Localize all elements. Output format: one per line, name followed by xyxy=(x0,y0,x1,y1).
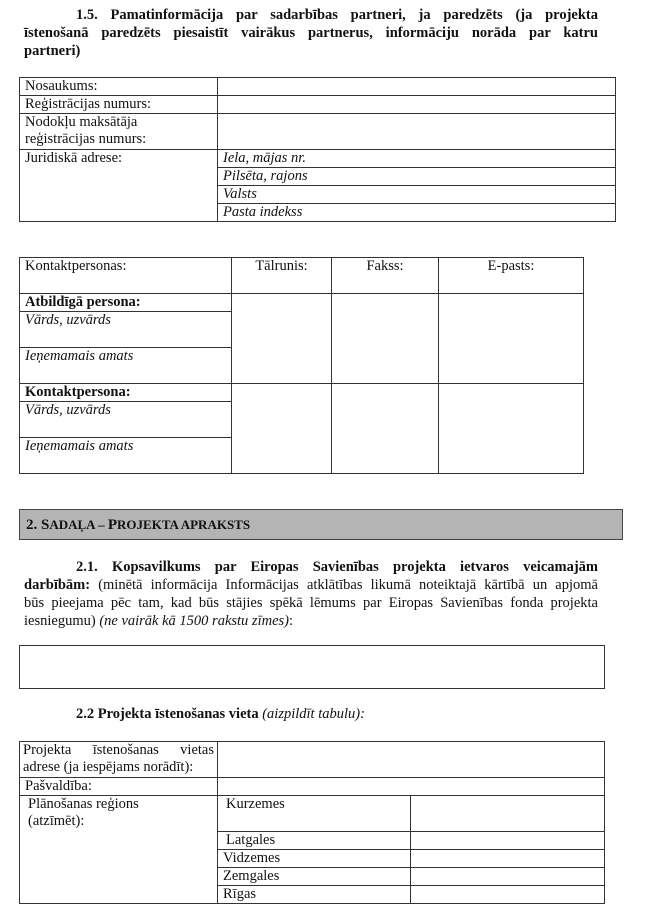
region-latgales: Latgales xyxy=(218,832,411,850)
phone-header: Tālrunis: xyxy=(232,258,332,294)
position-field[interactable]: Ieņemamais amats xyxy=(20,348,232,384)
email-field[interactable] xyxy=(439,294,584,384)
title-part: P xyxy=(107,517,118,533)
tax-label-line: reģistrācijas numurs: xyxy=(25,131,147,147)
legal-address-label: Juridiskā adrese: xyxy=(20,150,218,222)
region-zemgales: Zemgales xyxy=(218,868,411,886)
label-line: adrese (ja iespējams norādīt): xyxy=(23,759,194,775)
municipality-field[interactable] xyxy=(218,778,605,796)
contacts-header: Kontaktpersonas: xyxy=(20,258,232,294)
title-part: ADAĻA – xyxy=(49,517,108,532)
fax-field[interactable] xyxy=(332,294,439,384)
text-bold: darbībām: xyxy=(24,577,91,593)
title-part: S xyxy=(41,517,50,533)
region-kurzemes: Kurzemes xyxy=(218,796,411,832)
summary-input-box[interactable] xyxy=(19,645,605,689)
address-field[interactable] xyxy=(218,742,605,778)
text-italic: (ne vairāk kā 1500 rakstu zīmes) xyxy=(99,613,289,629)
text-line: būs pieejama pēc tam, kad būs stājies spēkā lēmums par Eiropas Savienības fonda projekta xyxy=(24,595,598,611)
region-vidzemes: Vidzemes xyxy=(218,850,411,868)
responsible-person-title: Atbildīgā persona: xyxy=(20,294,232,312)
email-field[interactable] xyxy=(439,384,584,474)
label-line: (atzīmēt): xyxy=(28,813,85,829)
text-line: 2.1. Kopsavilkums par Eiropas Savienības projekta ietvaros veicamajām xyxy=(76,559,598,575)
postal-code-field[interactable]: Pasta indekss xyxy=(218,204,616,222)
city-field[interactable]: Pilsēta, rajons xyxy=(218,168,616,186)
region-mark-field[interactable] xyxy=(411,832,605,850)
reg-number-field[interactable] xyxy=(218,96,616,114)
position-field[interactable]: Ieņemamais amats xyxy=(20,438,232,474)
phone-field[interactable] xyxy=(232,294,332,384)
text-part: (minētā informācija Informācijas atklātības likumā noteiktajā kārtībā un apjomā xyxy=(90,577,598,593)
fax-field[interactable] xyxy=(332,384,439,474)
email-header: E-pasts: xyxy=(439,258,584,294)
text-part: iesniegumu) xyxy=(24,613,100,629)
tax-reg-label xyxy=(20,114,218,150)
title-part: 2. xyxy=(26,517,41,533)
location-table xyxy=(19,741,605,904)
municipality-label: Pašvaldība: xyxy=(20,778,218,796)
title-part: ROJEKTA APRAKSTS xyxy=(117,517,251,532)
heading-line: 1.5. Pamatinformācija par sadarbības partneri, ja paredzēts (ja projekta xyxy=(76,7,598,23)
name-field[interactable]: Vārds, uzvārds xyxy=(20,312,232,348)
section-2-1-text xyxy=(24,558,598,630)
heading-italic: (aizpildīt tabulu): xyxy=(258,706,365,722)
section-1-5-heading xyxy=(24,6,598,60)
section-2-header xyxy=(19,509,623,540)
region-mark-field[interactable] xyxy=(411,886,605,904)
reg-number-label: Reģistrācijas numurs: xyxy=(20,96,218,114)
street-field[interactable]: Iela, mājas nr. xyxy=(218,150,616,168)
region-mark-field[interactable] xyxy=(411,850,605,868)
text-part: : xyxy=(288,613,294,629)
heading-line: īstenošanā paredzēts piesaistīt vairākus partnerus, informāciju norāda par katru xyxy=(24,25,598,41)
heading-bold: 2.2 Projekta īstenošanas vieta xyxy=(76,706,259,722)
label-line: Plānošanas reģions xyxy=(28,796,139,812)
region-label xyxy=(20,796,218,904)
region-mark-field[interactable] xyxy=(411,796,605,832)
fax-header: Fakss: xyxy=(332,258,439,294)
label-line: Projekta īstenošanas vietas xyxy=(23,742,214,758)
name-label: Nosaukums: xyxy=(20,78,218,96)
heading-line: partneri) xyxy=(24,43,81,59)
name-field[interactable] xyxy=(218,78,616,96)
tax-reg-field[interactable] xyxy=(218,114,616,150)
region-rigas: Rīgas xyxy=(218,886,411,904)
name-field[interactable]: Vārds, uzvārds xyxy=(20,402,232,438)
country-field[interactable]: Valsts xyxy=(218,186,616,204)
contact-person-title: Kontaktpersona: xyxy=(20,384,232,402)
partner-info-table xyxy=(19,77,616,222)
contacts-table xyxy=(19,257,584,474)
section-2-title xyxy=(26,517,250,534)
tax-label-line: Nodokļu maksātāja xyxy=(25,114,138,130)
address-label xyxy=(20,742,218,778)
phone-field[interactable] xyxy=(232,384,332,474)
region-mark-field[interactable] xyxy=(411,868,605,886)
section-2-2-heading xyxy=(76,706,365,723)
